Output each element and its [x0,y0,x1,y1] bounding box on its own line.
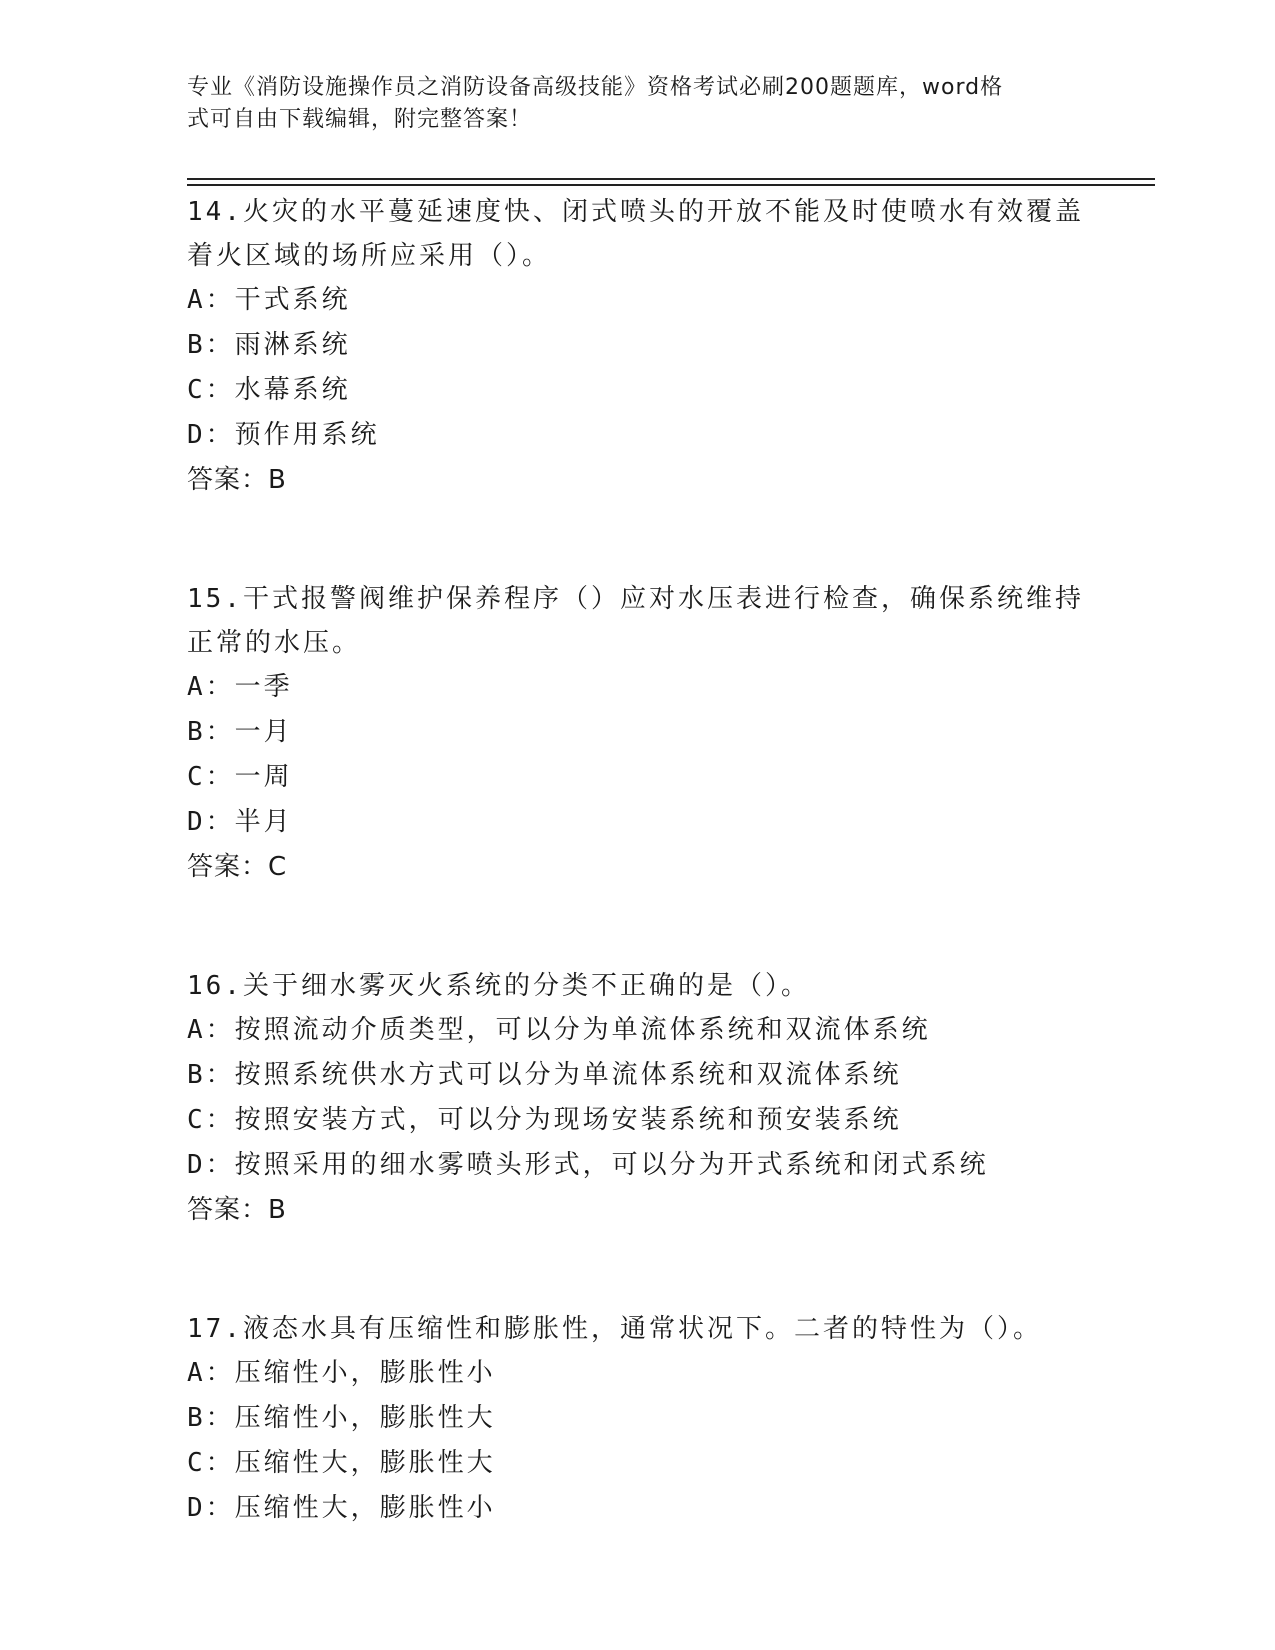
header-divider-bottom [187,184,1155,186]
option-a: A：干式系统 [187,285,351,315]
option-d: D：半月 [187,807,293,837]
option-b: B：按照系统供水方式可以分为单流体系统和双流体系统 [187,1060,902,1090]
question-17 [187,1307,1087,1531]
question-14 [187,190,1087,503]
question-list [187,190,1087,1531]
option-d: D：预作用系统 [187,420,380,450]
option-a: A：按照流动介质类型，可以分为单流体系统和双流体系统 [187,1015,931,1045]
option-c: C：一周 [187,762,293,792]
option-c: C：水幕系统 [187,375,351,405]
question-stem-continued: 着火区域的场所应采用（）。 [187,241,552,271]
document-header [187,72,1077,136]
header-line-2: 式可自由下载编辑，附完整答案！ [187,107,533,132]
question-stem: 16.关于细水雾灭火系统的分类不正确的是（）。 [187,971,810,1001]
answer: 答案：B [187,465,287,495]
option-c: C：压缩性大，膨胀性大 [187,1448,496,1478]
option-a: A：一季 [187,672,293,702]
question-stem: 14.火灾的水平蔓延速度快、闭式喷头的开放不能及时使喷水有效覆盖 [187,197,1084,227]
header-line-1: 专业《消防设施操作员之消防设备高级技能》资格考试必刷200题题库，word格 [187,75,1004,100]
option-d: D：压缩性大，膨胀性小 [187,1493,496,1523]
question-spacer [187,1233,1087,1307]
option-b: B：压缩性小，膨胀性大 [187,1403,496,1433]
question-stem-continued: 正常的水压。 [187,628,362,658]
question-stem: 15.干式报警阀维护保养程序（）应对水压表进行检查，确保系统维持 [187,584,1084,614]
option-a: A：压缩性小，膨胀性小 [187,1358,496,1388]
question-16 [187,964,1087,1233]
header-divider-top [187,178,1155,180]
answer: 答案：B [187,1195,287,1225]
question-stem: 17.液态水具有压缩性和膨胀性，通常状况下。二者的特性为（）。 [187,1314,1042,1344]
question-spacer [187,890,1087,964]
question-spacer [187,503,1087,577]
option-b: B：雨淋系统 [187,330,351,360]
answer: 答案：C [187,852,288,882]
option-d: D：按照采用的细水雾喷头形式，可以分为开式系统和闭式系统 [187,1150,989,1180]
option-b: B：一月 [187,717,293,747]
question-15 [187,577,1087,890]
option-c: C：按照安装方式，可以分为现场安装系统和预安装系统 [187,1105,902,1135]
